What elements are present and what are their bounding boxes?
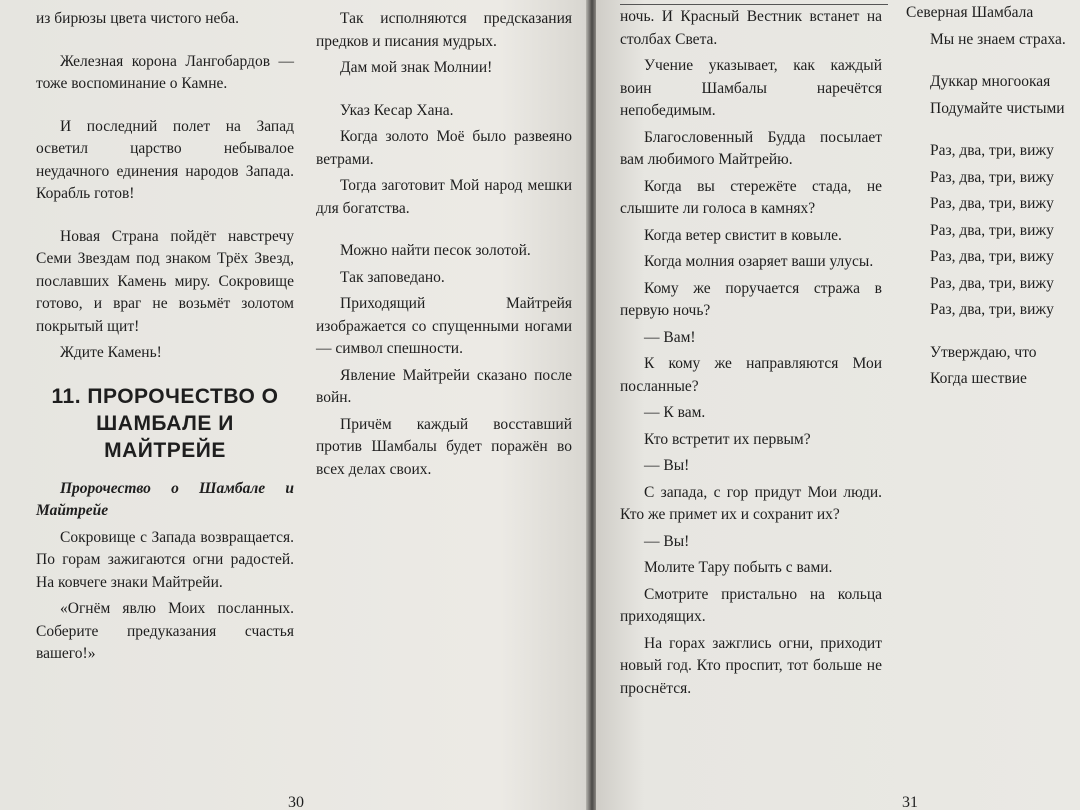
paragraph: Раз, два, три, вижу [930,221,1054,239]
paragraph: «Огнём явлю Моих посланных. Соберите предуказания счастья вашего!» [36,600,294,662]
paragraph: Утверждаю, что [930,343,1037,361]
paragraph: Смотрите пристально на кольца приходящих. [620,585,882,625]
right-column-2 [906,2,1080,395]
paragraph: Раз, два, три, вижу [930,168,1054,186]
paragraph: Тогда заготовит Мой народ мешки для богатства. [316,177,572,217]
left-column-2 [316,8,572,485]
paragraph: Раз, два, три, вижу [930,301,1054,318]
paragraph: Подумайте чистыми [930,99,1065,117]
paragraph: Железная корона Лангобардов — тоже воспоминание о Камне. [36,52,294,92]
right-column-1 [620,6,882,704]
left-column-1 [36,8,294,670]
page-number: 31 [902,794,918,810]
paragraph: Сокровище с Запада возвращается. По горам зажигаются огни радостей. На ковчеге знаки Майтрейи. [36,528,294,591]
paragraph: Молите Тару побыть с вами. [644,559,833,576]
paragraph: Когда ветер свистит в ковыле. [644,226,842,244]
paragraph: — К вам. [644,404,706,421]
paragraph: из бирюзы цвета чистого неба. [36,10,240,27]
page-number: 30 [288,794,304,810]
paragraph: Указ Кесар Хана. [340,101,454,119]
paragraph: Новая Страна пойдёт навстречу Семи Звездам под знаком Трёх Звезд, пославших Камень миру. Сокровище готово, и враг не возьмёт золотом покрытый щит! [36,227,294,335]
paragraph: Приходящий Майтрейя изображается со спущенными ногами — символ спешности. [316,295,572,357]
paragraph: Кому же поручается стража в первую ночь? [620,279,882,319]
paragraph: Причём каждый восставший против Шамбалы будет поражён во всех делах своих. [316,415,572,478]
paragraph: ночь. И Красный Вестник встанет на столбах Света. [620,8,882,48]
paragraph: Дуккар многоокая [930,73,1051,90]
top-rule [620,4,888,5]
paragraph: К кому же направляются Мои посланные? [620,355,882,395]
paragraph: Когда молния озаряет ваши улусы. [644,253,874,270]
paragraph: На горах зажглись огни, приходит новый год. Кто проспит, тот больше не проснётся. [620,634,882,697]
paragraph: Когда шествие [930,370,1027,387]
paragraph: Учение указывает, как каждый воин Шамбалы наречётся непобедимым. [620,57,882,119]
paragraph: — Вам! [644,328,696,346]
chapter-heading: 11. ПРОРОЧЕСТВО О ШАМБАЛЕ И МАЙТРЕЙЕ [51,384,279,462]
paragraph: Северная Шамбала [906,4,1034,21]
paragraph: — Вы! [644,532,690,550]
paragraph: Кто встретит их первым? [644,430,811,448]
paragraph: Мы не знаем страха. [930,30,1066,48]
paragraph: Ждите Камень! [60,344,162,361]
paragraph: Раз, два, три, вижу [930,248,1054,265]
paragraph: Дам мой знак Молнии! [340,59,493,76]
right-page [596,0,1080,810]
paragraph: Можно найти песок золотой. [340,242,531,259]
paragraph: Когда золото Моё было развеяно ветрами. [316,128,572,168]
paragraph: Раз, два, три, вижу [930,274,1054,292]
section-subheading: Пророчество о Шамбале и Майтрейе [36,479,294,519]
paragraph: — Вы! [644,457,690,474]
paragraph: Когда вы стережёте стада, не слышите ли голоса в камнях? [620,177,882,217]
paragraph: Так исполняются предсказания предков и писания мудрых. [316,10,572,50]
paragraph: Раз, два, три, вижу [930,195,1054,212]
paragraph: И последний полет на Запад осветил царство небывалое неудачного единения народов Запада. Корабль готов! [36,117,294,202]
paragraph: С запада, с гор придут Мои люди. Кто же примет их и сохранит их? [620,483,882,523]
paragraph: Раз, два, три, вижу [930,142,1054,159]
paragraph: Явление Майтрейи сказано после войн. [316,366,572,406]
paragraph: Так заповедано. [340,268,445,286]
paragraph: Благословенный Будда посылает вам любимого Майтрейю. [620,128,882,168]
